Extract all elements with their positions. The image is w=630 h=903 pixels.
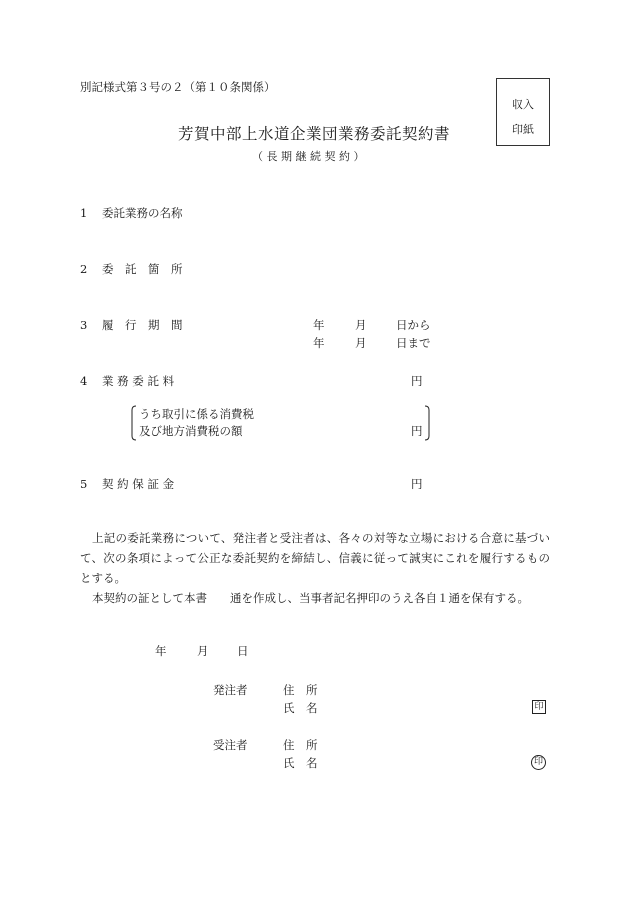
date-day: 日 <box>237 644 249 658</box>
contractor-name-label: 氏 名 <box>283 756 318 770</box>
period-from-year: 年 <box>313 318 325 332</box>
orderer-seal-mark: 印 <box>532 700 546 714</box>
date-year: 年 <box>155 644 167 658</box>
form-reference: 別記様式第３号の２（第１０条関係） <box>80 80 276 94</box>
stamp-label-line1: 収入 <box>512 98 534 111</box>
tax-label-line2: 及び地方消費税の額 <box>139 424 243 438</box>
document-subtitle: （ 長 期 継 続 契 約 ） <box>252 150 365 163</box>
period-to-day: 日まで <box>396 336 431 350</box>
item-2-number: 2 <box>80 262 88 276</box>
contractor-seal-mark: 印 <box>531 755 546 770</box>
item-1-label: 委託業務の名称 <box>102 206 183 220</box>
tax-bracket-left <box>130 405 138 441</box>
item-5-yen-unit: 円 <box>411 477 423 491</box>
stamp-label-line2: 印紙 <box>512 123 534 136</box>
date-month: 月 <box>197 644 209 658</box>
item-3-number: 3 <box>80 318 88 332</box>
item-4-label: 業 務 委 託 料 <box>102 374 175 388</box>
period-to-month: 月 <box>355 336 367 350</box>
period-to-year: 年 <box>313 336 325 350</box>
tax-bracket-right <box>423 405 431 441</box>
tax-yen-unit: 円 <box>411 424 423 438</box>
item-5-number: 5 <box>80 477 88 491</box>
item-3-label: 履 行 期 間 <box>102 318 183 332</box>
item-4-yen-unit: 円 <box>411 374 423 388</box>
item-2-label: 委 託 箇 所 <box>102 262 183 276</box>
revenue-stamp-box <box>496 78 550 146</box>
contractor-address-label: 住 所 <box>283 738 318 752</box>
document-title: 芳賀中部上水道企業団業務委託契約書 <box>178 125 451 143</box>
orderer-role: 発注者 <box>213 683 248 697</box>
period-from-month: 月 <box>355 318 367 332</box>
copies-paragraph: 本契約の証として本書 通を作成し、当事者記名押印のうえ各自１通を保有する。 <box>92 591 529 605</box>
orderer-address-label: 住 所 <box>283 683 318 697</box>
period-from-day: 日から <box>396 318 431 332</box>
tax-label-line1: うち取引に係る消費税 <box>139 407 254 421</box>
orderer-name-label: 氏 名 <box>283 701 318 715</box>
contractor-role: 受注者 <box>213 738 248 752</box>
agreement-paragraph: 上記の委託業務について、発注者と受注者は、各々の対等な立場における合意に基づいて、次の条項によって公正な委託契約を締結し、信義に従って誠実にこれを履行するものとする。 <box>80 531 550 585</box>
item-5-label: 契 約 保 証 金 <box>102 477 175 491</box>
item-1-number: 1 <box>80 206 88 220</box>
item-4-number: 4 <box>80 374 88 388</box>
